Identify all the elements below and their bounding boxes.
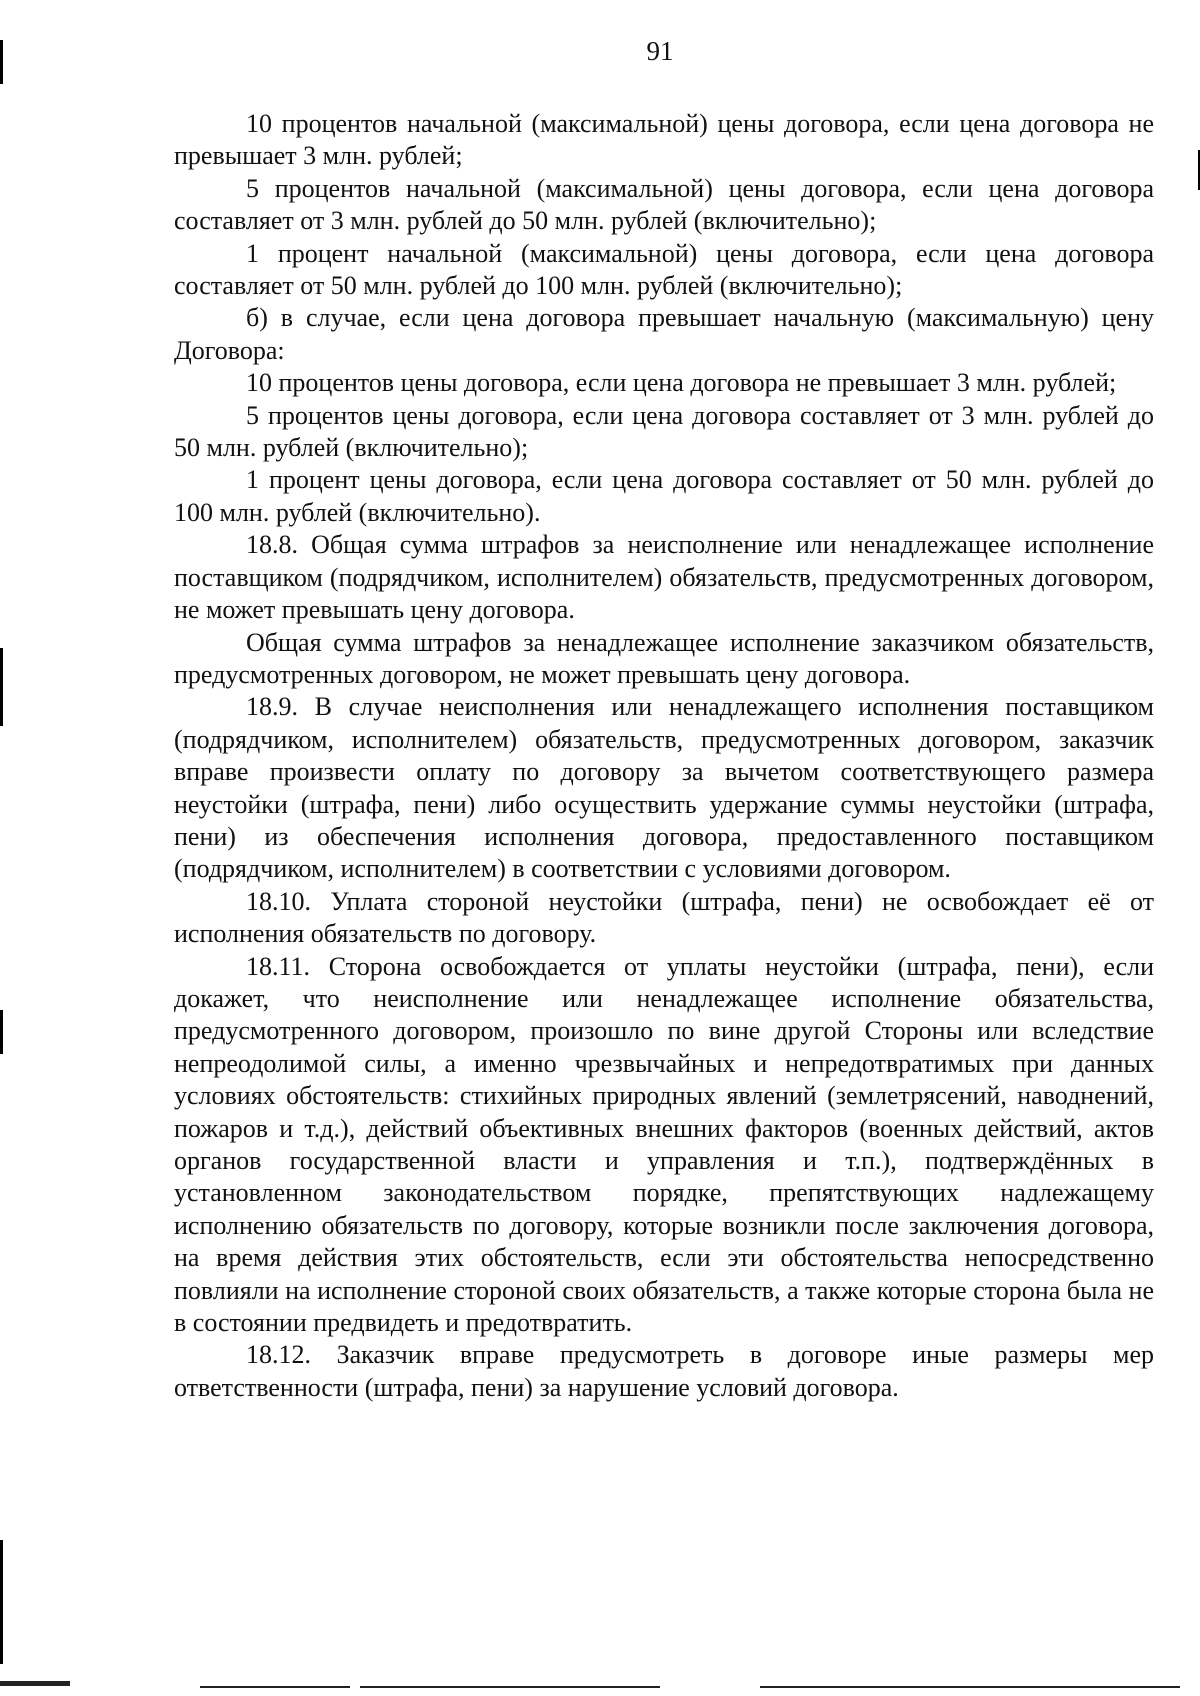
paragraph-penalty-10pct-initial: 10 процентов начальной (максимальной) цены договора, если цена договора не превышает 3 млн. рублей; (174, 109, 1154, 171)
scan-footer-line (360, 1686, 660, 1688)
paragraph-18-9: 18.9. В случае неисполнения или ненадлежащего исполнения поставщиком (подрядчиком, исполнителем) обязательств, предусмотренных договором, заказчик вправе произвести оплату по договору за вычетом соответствующего размера неустойки (штрафа, пени) либо осуществить удержание суммы неустойки (штрафа, пени) из обеспечения исполнения договора, предоставленного поставщиком (подрядчиком, исполнителем) в соответствии с условиями договором. (174, 692, 1154, 884)
paragraph-penalty-10pct-price: 10 процентов цены договора, если цена договора не превышает 3 млн. рублей; (246, 368, 1117, 398)
scan-edge-mark (0, 1010, 3, 1054)
paragraph-18-12: 18.12. Заказчик вправе предусмотреть в договоре иные размеры мер ответственности (штрафа, пени) за нарушение условий договора. (174, 1340, 1154, 1402)
scan-edge-mark (0, 1540, 3, 1664)
paragraph-subclause-b: б) в случае, если цена договора превышает начальную (максимальную) цену Договора: (174, 303, 1154, 365)
paragraph-penalty-1pct-price: 1 процент цены договора, если цена договора составляет от 50 млн. рублей до 100 млн. рублей (включительно). (174, 465, 1154, 527)
paragraph-18-8: 18.8. Общая сумма штрафов за неисполнение или ненадлежащее исполнение поставщиком (подрядчиком, исполнителем) обязательств, предусмотренных договором, не может превышать цену договора. (174, 530, 1154, 625)
scan-footer-line (760, 1686, 1180, 1688)
paragraph-penalty-5pct-price: 5 процентов цены договора, если цена договора составляет от 3 млн. рублей до 50 млн. рублей (включительно); (174, 400, 1154, 463)
paragraph-penalty-1pct-initial: 1 процент начальной (максимальной) цены договора, если цена договора составляет от 50 млн. рублей до 100 млн. рублей (включительно); (174, 238, 1154, 301)
document-body (174, 108, 1154, 1404)
paragraph-18-10: 18.10. Уплата стороной неустойки (штрафа, пени) не освобождает её от исполнения обязательств по договору. (174, 886, 1154, 949)
scan-edge-mark (0, 648, 3, 726)
page-number: 91 (646, 36, 674, 66)
scan-footer-line (0, 1681, 70, 1686)
paragraph-penalty-5pct-initial: 5 процентов начальной (максимальной) цены договора, если цена договора составляет от 3 млн. рублей до 50 млн. рублей (включительно); (174, 173, 1154, 236)
paragraph-18-11: 18.11. Сторона освобождается от уплаты неустойки (штрафа, пени), если докажет, что неисполнение или ненадлежащее исполнение обязательства, предусмотренного договором, произошло по вине другой Стороны или вследствие непреодолимой силы, а именно чрезвычайных и непредотвратимых при данных условиях обстоятельств: стихийных природных явлений (землетрясений, наводнений, пожаров и т.д.), действий объективных внешних факторов (военных действий, актов органов государственной власти и управления и т.п.), подтверждённых в установленном законодательством порядке, препятствующих надлежащему исполнению обязательств по договору, которые возникли после заключения договора, на время действия этих обстоятельств, если эти обстоятельства непосредственно повлияли на исполнение стороной своих обязательств, а также которые сторона была не в состоянии предвидеть и предотвратить. (174, 951, 1154, 1338)
paragraph-18-8-customer: Общая сумма штрафов за ненадлежащее исполнение заказчиком обязательств, предусмотренных договором, не может превышать цену договора. (174, 627, 1154, 689)
scan-footer-line (200, 1686, 350, 1688)
